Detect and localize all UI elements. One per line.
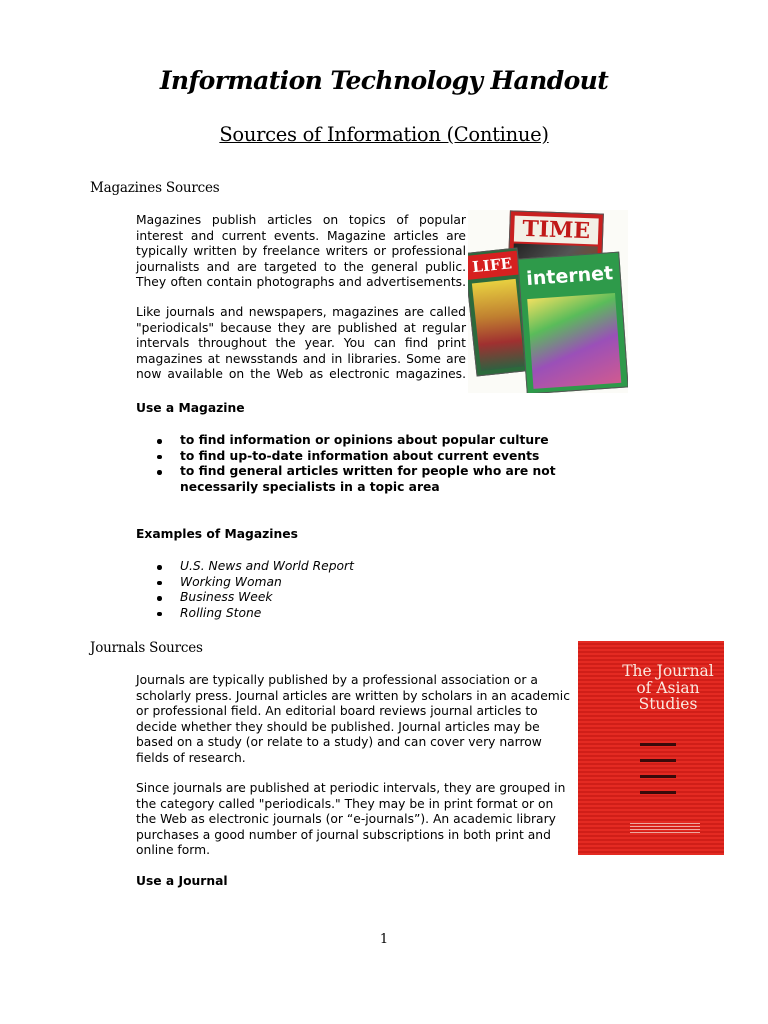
journals-heading: Journals Sources: [90, 640, 203, 656]
journal-cover-title: The Journal of Asian Studies: [622, 662, 714, 713]
list-item: to find up-to-date information about current events: [136, 449, 556, 465]
page-subtitle: Sources of Information (Continue): [219, 123, 549, 146]
magazines-heading: Magazines Sources: [90, 180, 220, 196]
journals-paragraph-2: Since journals are published at periodic intervals, they are grouped in the category called "periodicals." They may be in print format or on the Web as electronic journals (or “e-journals”). An academic library purchases a good number of journal subscriptions in both print and online form.: [136, 781, 566, 857]
internet-magazine-cover: [517, 252, 628, 393]
page-title: Information Technology Handout: [159, 66, 609, 95]
use-journal-heading: Use a Journal: [136, 874, 228, 888]
examples-heading: Examples of Magazines: [136, 527, 298, 541]
journal-cover-image: [578, 641, 724, 855]
list-item: Rolling Stone: [136, 606, 556, 622]
internet-logo: internet: [525, 262, 614, 291]
magazines-paragraph-2: Like journals and newspapers, magazines are called "periodicals" because they are published at regular intervals throughout the year. You can find print magazines at newsstands and in libraries. Some are now available on the Web as electronic magazines.: [136, 305, 466, 381]
time-logo: TIME: [514, 216, 599, 245]
list-item: U.S. News and World Report: [136, 559, 556, 575]
list-item: Working Woman: [136, 575, 556, 591]
list-item: Business Week: [136, 590, 556, 606]
magazine-covers-image: [468, 210, 628, 393]
life-logo: LIFE: [468, 251, 519, 280]
magazine-examples-list: [136, 559, 556, 621]
page-number: 1: [379, 932, 389, 947]
journals-paragraph-1: Journals are typically published by a professional association or a scholarly press. Journal articles are written by scholars in an academic or professional field. An editorial board reviews journal articles to decide whether they should be published. Journal articles may be based on a study (or relate to a study) and can cover very narrow fields of research.: [136, 673, 570, 765]
list-item: to find general articles written for people who are not necessarily specialists in a topic area: [136, 464, 556, 495]
magazines-paragraph-1: Magazines publish articles on topics of popular interest and current events. Magazine articles are typically written by freelance writers or professional journalists and are targeted to the general public. They often contain photographs and advertisements.: [136, 213, 466, 289]
list-item: to find information or opinions about popular culture: [136, 433, 556, 449]
magazine-uses-list: [136, 433, 556, 495]
use-magazine-heading: Use a Magazine: [136, 401, 245, 415]
